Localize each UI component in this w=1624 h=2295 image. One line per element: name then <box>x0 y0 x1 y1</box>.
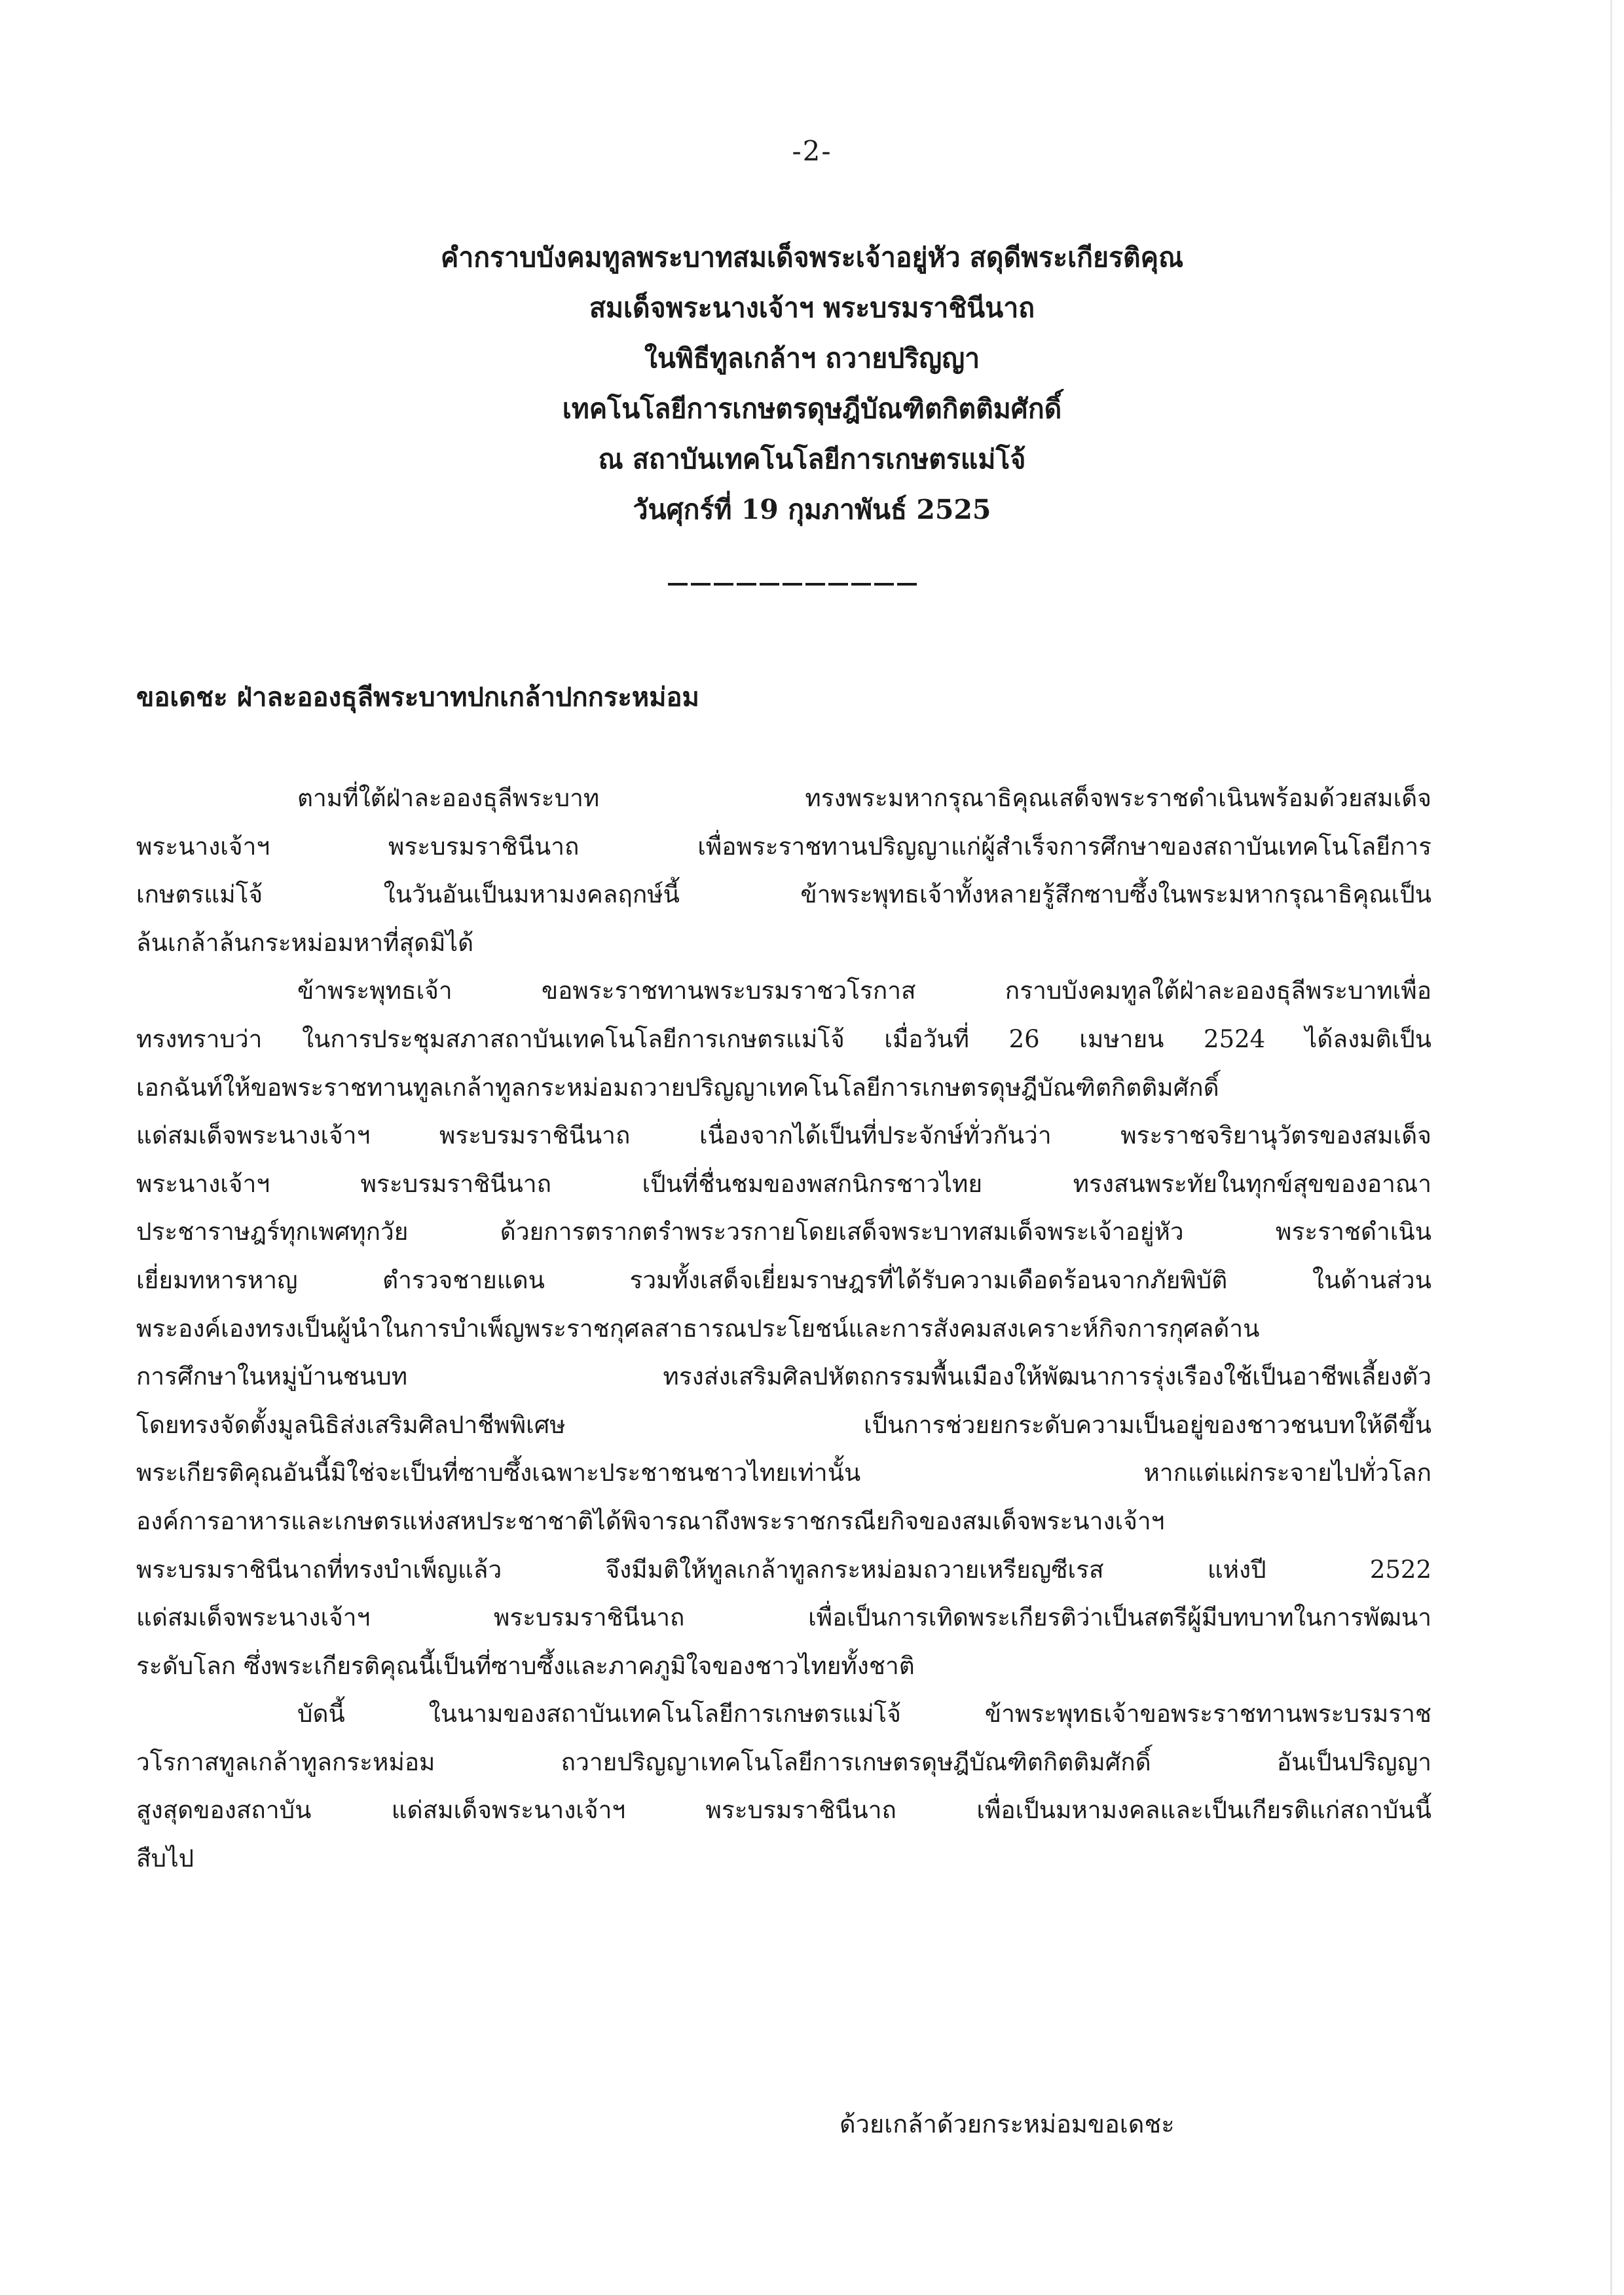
title-block <box>0 233 1624 535</box>
body-line: ตามที่ใต้ฝ่าละอองธุลีพระบาท ทรงพระมหากรุณาธิคุณเสด็จพระราชดำเนินพร้อมด้วยสมเด็จ <box>297 784 1431 812</box>
body-line: เอกฉันท์ให้ขอพระราชทานทูลเกล้าทูลกระหม่อมถวายปริญญาเทคโนโลยีการเกษตรดุษฎีบัณฑิตกิตติมศักดิ์ <box>136 1073 1219 1102</box>
title-line: สมเด็จพระนางเจ้าฯ พระบรมราชินีนาถ <box>589 292 1035 324</box>
body-line: โดยทรงจัดตั้งมูลนิธิส่งเสริมศิลปาชีพพิเศษ เป็นการช่วยยกระดับความเป็นอยู่ของชาวชนบทให้ดีขึ้น <box>136 1410 1431 1439</box>
body-line: สูงสุดของสถาบัน แด่สมเด็จพระนางเจ้าฯ พระบรมราชินีนาถ เพื่อเป็นมหามงคลและเป็นเกียรติแก่สถาบันนี้ <box>136 1796 1431 1825</box>
title-line: วันศุกร์ที่ 19 กุมภาพันธ์ 2525 <box>633 494 991 525</box>
body-line: ทรงทราบว่า ในการประชุมสภาสถาบันเทคโนโลยีการเกษตรแม่โจ้ เมื่อวันที่ 26 เมษายน 2524 ได้ลงมติเป็น <box>136 1024 1431 1053</box>
body-line: การศึกษาในหมู่บ้านชนบท ทรงส่งเสริมศิลปหัตถกรรมพื้นเมืองให้พัฒนาการรุ่งเรืองใช้เป็นอาชีพเลี้ยงตัว <box>136 1362 1431 1391</box>
document-body <box>136 774 1431 1883</box>
body-line: พระเกียรติคุณอันนี้มิใช่จะเป็นที่ซาบซึ้งเฉพาะประชาชนชาวไทยเท่านั้น หากแต่แผ่กระจายไปทั่วโลก <box>136 1459 1431 1487</box>
body-line: พระองค์เองทรงเป็นผู้นำในการบำเพ็ญพระราชกุศลสาธารณประโยชน์และการสังคมสงเคราะห์กิจการกุศลด้าน <box>136 1314 1260 1343</box>
closing-phrase: ด้วยเกล้าด้วยกระหม่อมขอเดชะ <box>840 2110 1175 2138</box>
body-line: พระนางเจ้าฯ พระบรมราชินีนาถ เพื่อพระราชทานปริญญาแก่ผู้สำเร็จการศึกษาของสถาบันเทคโนโลยีการ <box>136 832 1431 861</box>
body-line: สืบไป <box>136 1844 194 1873</box>
body-line: ประชาราษฎร์ทุกเพศทุกวัย ด้วยการตรากตรำพระวรกายโดยเสด็จพระบาทสมเด็จพระเจ้าอยู่หัว พระราชดำเนิน <box>136 1218 1431 1246</box>
body-line: แด่สมเด็จพระนางเจ้าฯ พระบรมราชินีนาถ เนื่องจากได้เป็นที่ประจักษ์ทั่วกันว่า พระราชจริยานุวัตรของสมเด็จ <box>136 1121 1431 1150</box>
body-line: องค์การอาหารและเกษตรแห่งสหประชาชาติได้พิจารณาถึงพระราชกรณียกิจของสมเด็จพระนางเจ้าฯ <box>136 1506 1165 1535</box>
body-line: พระบรมราชินีนาถที่ทรงบำเพ็ญแล้ว จึงมีมติให้ทูลเกล้าทูลกระหม่อมถวายเหรียญซีเรส แห่งปี 2522 <box>136 1555 1431 1584</box>
body-line: วโรกาสทูลเกล้าทูลกระหม่อม ถวายปริญญาเทคโนโลยีการเกษตรดุษฎีบัณฑิตกิตติมศักดิ์ อันเป็นปริญญา <box>136 1747 1431 1776</box>
title-line: เทคโนโลยีการเกษตรดุษฎีบัณฑิตกิตติมศักดิ์ <box>562 393 1062 424</box>
body-line: บัดนี้ ในนามของสถาบันเทคโนโลยีการเกษตรแม่โจ้ ข้าพระพุทธเจ้าขอพระราชทานพระบรมราช <box>297 1700 1431 1728</box>
title-divider <box>668 583 918 586</box>
salutation: ขอเดชะ ฝ่าละอองธุลีพระบาทปกเกล้าปกกระหม่อม <box>136 682 699 713</box>
body-line: ข้าพระพุทธเจ้า ขอพระราชทานพระบรมราชวโรกาส กราบบังคมทูลใต้ฝ่าละอองธุลีพระบาทเพื่อ <box>297 977 1431 1005</box>
body-line: พระนางเจ้าฯ พระบรมราชินีนาถ เป็นที่ชื่นชมของพสกนิกรชาวไทย ทรงสนพระทัยในทุกข์สุขของอาณา <box>136 1169 1431 1198</box>
body-line: ล้นเกล้าล้นกระหม่อมหาที่สุดมิได้ <box>136 928 474 957</box>
body-line: แด่สมเด็จพระนางเจ้าฯ พระบรมราชินีนาถ เพื่อเป็นการเทิดพระเกียรติว่าเป็นสตรีผู้มีบทบาทในการพัฒนา <box>136 1603 1431 1632</box>
page-number: -2- <box>792 135 832 167</box>
title-line: ณ สถาบันเทคโนโลยีการเกษตรแม่โจ้ <box>598 443 1026 475</box>
body-line: ระดับโลก ซึ่งพระเกียรติคุณนี้เป็นที่ซาบซึ้งและภาคภูมิใจของชาวไทยทั้งชาติ <box>136 1651 915 1680</box>
title-line: คำกราบบังคมทูลพระบาทสมเด็จพระเจ้าอยู่หัว สดุดีพระเกียรติคุณ <box>440 242 1184 273</box>
body-line: เยี่ยมทหารหาญ ตำรวจชายแดน รวมทั้งเสด็จเยี่ยมราษฎรที่ได้รับความเดือดร้อนจากภัยพิบัติ ในด้านส่วน <box>136 1265 1431 1294</box>
title-line: ในพิธีทูลเกล้าฯ ถวายปริญญา <box>644 343 980 374</box>
body-line: เกษตรแม่โจ้ ในวันอันเป็นมหามงคลฤกษ์นี้ ข้าพระพุทธเจ้าทั้งหลายรู้สึกซาบซึ้งในพระมหากรุณาธิคุณเป็น <box>136 880 1431 909</box>
